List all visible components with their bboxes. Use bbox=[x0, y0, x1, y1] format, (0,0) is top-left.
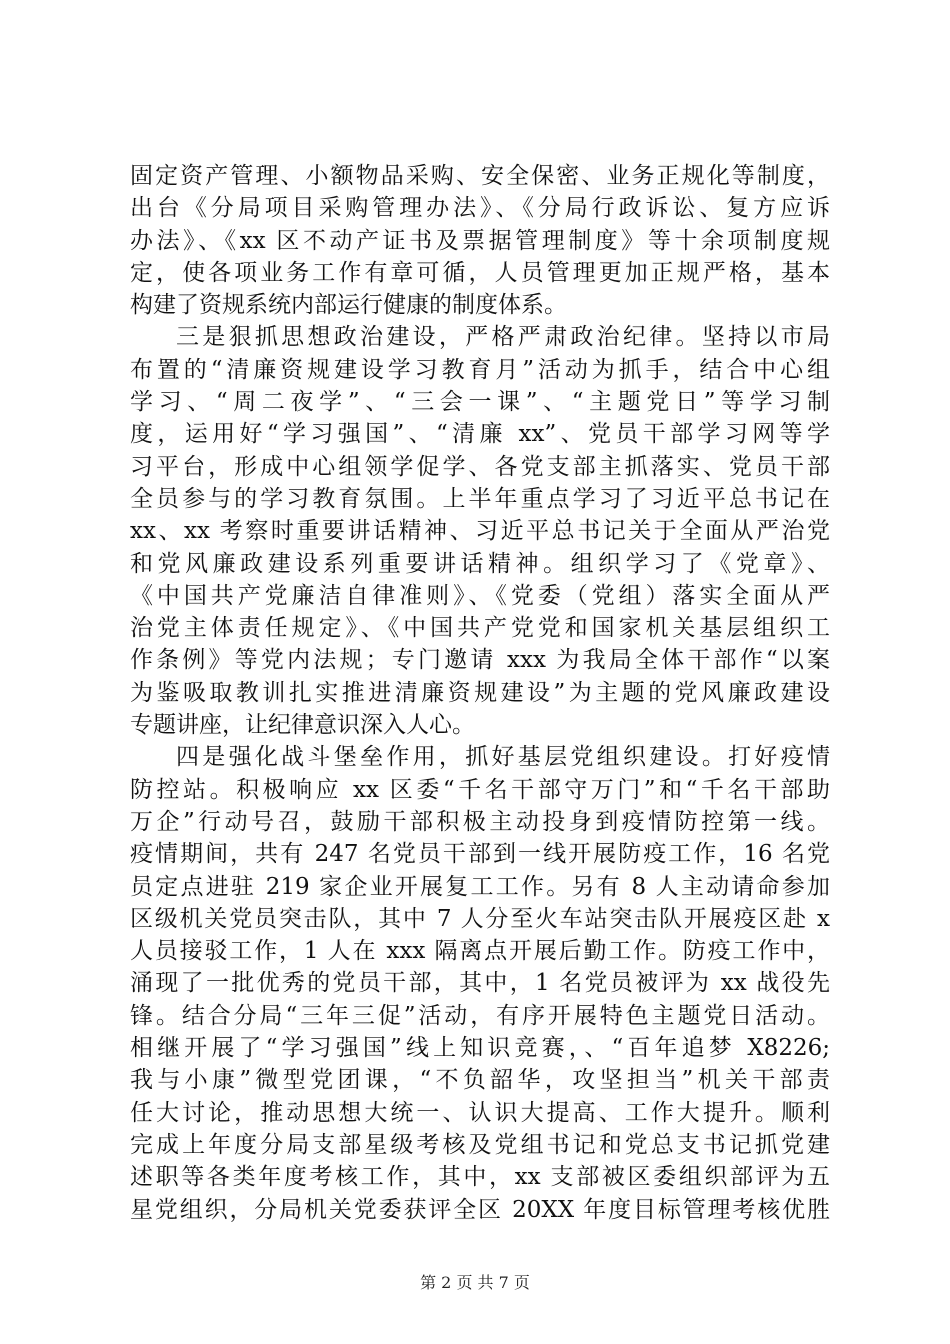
text-line: 出台《分局项目采购管理办法》、《分局行政诉讼、复方应诉 bbox=[130, 195, 830, 222]
text-line: 涌现了一批优秀的党员干部，其中，1 名党员被评为 xx 战役先 bbox=[130, 970, 830, 997]
text-line: 防控站。积极响应 xx 区委“千名干部守万门”和“千名干部助 bbox=[130, 776, 830, 803]
text-line: xx、xx 考察时重要讲话精神、习近平总书记关于全面从严治党 bbox=[130, 518, 830, 545]
text-line: 习平台，形成中心组领学促学、各党支部主抓落实、党员干部 bbox=[130, 453, 830, 480]
text-line: 学习、“周二夜学”、“三会一课”、“主题党日”等学习制 bbox=[130, 389, 830, 416]
text-line: 完成上年度分局支部星级考核及党组书记和党总支书记抓党建 bbox=[130, 1131, 830, 1158]
text-line: 星党组织，分局机关党委获评全区 20XX 年度目标管理考核优胜 bbox=[130, 1196, 830, 1223]
page-footer bbox=[0, 1272, 950, 1294]
text-line: 《中国共产党廉洁自律准则》、《党委（党组）落实全面从严 bbox=[130, 582, 830, 609]
text-line: 固定资产管理、小额物品采购、安全保密、业务正规化等制度， bbox=[130, 163, 830, 189]
page-number-label: 第 2 页 共 7 页 bbox=[420, 1273, 530, 1292]
paragraph-start-line: 四是强化战斗堡垒作用，抓好基层党组织建设。打好疫情 bbox=[176, 744, 830, 771]
text-line: 度，运用好“学习强国”、“清廉 xx”、党员干部学习网等学 bbox=[130, 421, 830, 448]
text-line: 人员接驳工作，1 人在 xxx 隔离点开展后勤工作。防疫工作中， bbox=[130, 938, 830, 965]
text-line: 布置的“清廉资规建设学习教育月”活动为抓手，结合中心组 bbox=[130, 356, 830, 383]
text-line: 专题讲座，让纪律意识深入人心。 bbox=[130, 712, 475, 739]
text-line: 我与小康”微型党团课，“不负韶华，攻坚担当”机关干部责 bbox=[130, 1067, 830, 1094]
text-line: 为鉴吸取教训扎实推进清廉资规建设”为主题的党风廉政建设 bbox=[130, 679, 830, 706]
text-line: 治党主体责任规定》、《中国共产党党和国家机关基层组织工 bbox=[130, 615, 830, 642]
text-line: 述职等各类年度考核工作，其中，xx 支部被区委组织部评为五 bbox=[130, 1164, 830, 1191]
text-line: 员定点进驻 219 家企业开展复工工作。另有 8 人主动请命参加 bbox=[130, 873, 830, 900]
text-line: 构建了资规系统内部运行健康的制度体系。 bbox=[130, 292, 567, 319]
text-line: 办法》、《xx 区不动产证书及票据管理制度》等十余项制度规 bbox=[130, 227, 830, 254]
text-line: 区级机关党员突击队，其中 7 人分至火车站突击队开展疫区赴 x bbox=[130, 905, 830, 932]
text-line: 锋。结合分局“三年三促”活动，有序开展特色主题党日活动。 bbox=[130, 1002, 830, 1029]
text-line: 定，使各项业务工作有章可循，人员管理更加正规严格，基本 bbox=[130, 259, 830, 286]
text-line: 和党风廉政建设系列重要讲话精神。组织学习了《党章》、 bbox=[130, 550, 830, 577]
text-line: 相继开展了“学习强国”线上知识竞赛，、“百年追梦 X8226; bbox=[130, 1035, 830, 1062]
text-line: 万企”行动号召，鼓励干部积极主动投身到疫情防控第一线。 bbox=[130, 808, 830, 835]
text-line: 任大讨论，推动思想大统一、认识大提高、工作大提升。顺利 bbox=[130, 1099, 830, 1126]
text-line: 作条例》等党内法规；专门邀请 xxx 为我局全体干部作“以案 bbox=[130, 647, 830, 674]
document-body bbox=[130, 160, 830, 1226]
text-line: 疫情期间，共有 247 名党员干部到一线开展防疫工作，16 名党 bbox=[130, 841, 830, 868]
paragraph-start-line: 三是狠抓思想政治建设，严格严肃政治纪律。坚持以市局 bbox=[176, 324, 830, 351]
text-line: 全员参与的学习教育氛围。上半年重点学习了习近平总书记在 bbox=[130, 485, 830, 512]
